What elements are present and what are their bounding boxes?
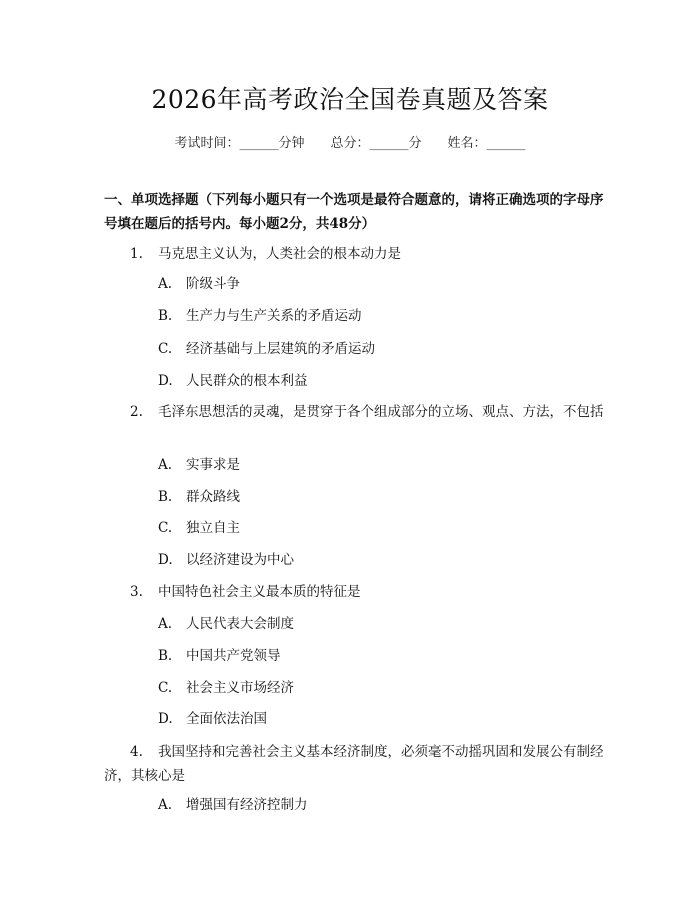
exam-meta [0, 132, 700, 151]
option-text: 全面依法治国 [186, 711, 267, 727]
page-title: 2026年高考政治全国卷真题及答案 [151, 85, 549, 114]
option-text: 人民群众的根本利益 [186, 373, 308, 389]
option [158, 646, 281, 666]
option-text: 中国共产党领导 [186, 648, 281, 664]
option-letter: A. [158, 457, 173, 473]
option-text: 增强国有经济控制力 [186, 797, 308, 813]
option-text: 以经济建设为中心 [186, 552, 294, 568]
question-text: 马克思主义认为，人类社会的根本动力是 [158, 246, 401, 262]
option-text: 生产力与生产关系的矛盾运动 [186, 308, 362, 324]
option-letter: C. [158, 680, 173, 696]
question-text: 毛泽东思想活的灵魂，是贯穿于各个组成部分的立场、观点、方法，不包括 [158, 404, 604, 420]
exam-time-field: 考试时间：______分钟 [174, 136, 305, 151]
option-text: 人民代表大会制度 [186, 616, 294, 632]
option [158, 487, 240, 507]
option [158, 550, 294, 570]
option [158, 518, 240, 538]
option-text: 群众路线 [186, 489, 240, 505]
option [158, 614, 294, 634]
option [158, 339, 375, 359]
question [104, 580, 604, 604]
option [158, 795, 308, 815]
option-letter: B. [158, 489, 173, 505]
option-letter: C. [158, 520, 173, 536]
option [158, 455, 240, 475]
option-letter: D. [158, 373, 173, 389]
option [158, 306, 362, 326]
option-letter: B. [158, 308, 173, 324]
question [104, 242, 604, 266]
option-text: 独立自主 [186, 520, 240, 536]
question-number: 2. [130, 404, 143, 420]
question [104, 740, 604, 788]
option-text: 实事求是 [186, 457, 240, 473]
question-number: 1. [130, 246, 143, 262]
option-letter: A. [158, 797, 173, 813]
option-text: 经济基础与上层建筑的矛盾运动 [186, 341, 375, 357]
question-number: 3. [130, 584, 143, 600]
option [158, 709, 267, 729]
question-number: 4. [130, 744, 143, 760]
option [158, 678, 294, 698]
option-letter: D. [158, 552, 173, 568]
option-letter: A. [158, 616, 173, 632]
option-text: 阶级斗争 [186, 276, 240, 292]
name-field: 姓名：______ [447, 136, 526, 151]
option-letter: C. [158, 341, 173, 357]
option-letter: B. [158, 648, 173, 664]
section-header: 一、单项选择题（下列每小题只有一个选项是最符合题意的，请将正确选项的字母序号填在题后的括号内。每小题2分，共48分） [104, 192, 604, 232]
question-text: 中国特色社会主义最本质的特征是 [158, 584, 361, 600]
total-score-field: 总分：______分 [330, 136, 422, 151]
option-text: 社会主义市场经济 [186, 680, 294, 696]
option-letter: A. [158, 276, 173, 292]
option [158, 274, 240, 294]
option [158, 371, 308, 391]
question [104, 400, 604, 424]
option-letter: D. [158, 711, 173, 727]
question-text: 我国坚持和完善社会主义基本经济制度，必须毫不动摇巩固和发展公有制经济，其核心是 [104, 744, 604, 784]
